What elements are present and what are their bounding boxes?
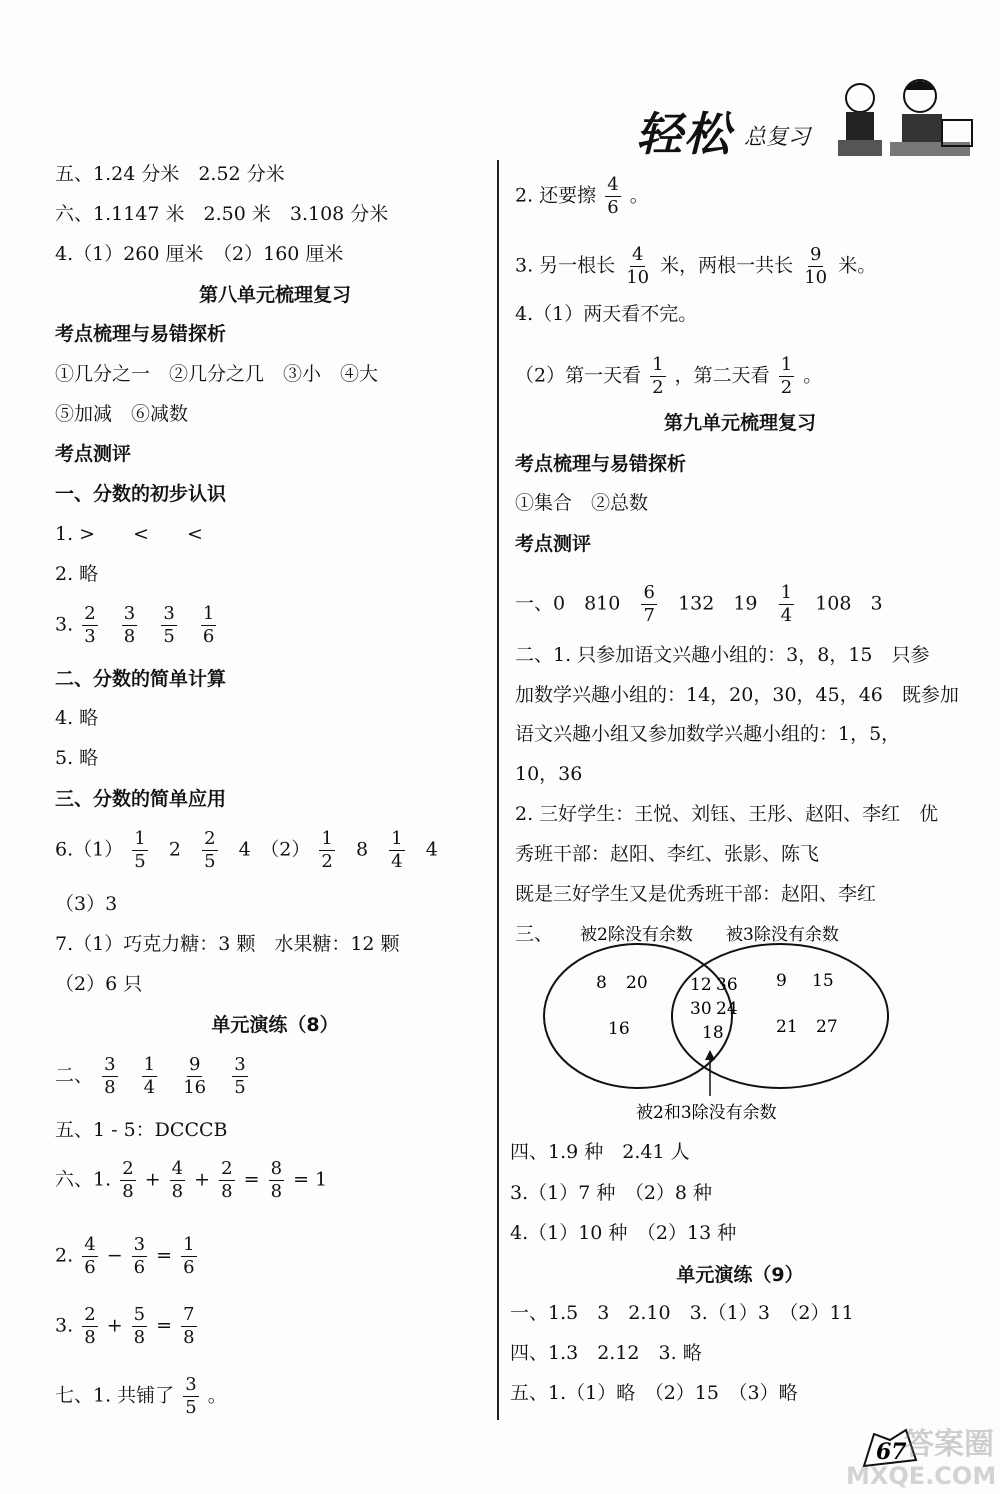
answer-line: 10，36 (515, 763, 583, 785)
answer-line: 4.（1）260 厘米 （2）160 厘米 (55, 243, 344, 265)
answer-line: ①几分之一 ②几分之几 ③小 ④大 (55, 363, 379, 385)
answer-line-equation: 六、1. $\frac{2}{8}$ + $\frac{4}{8}$ + $\frac{2}{8}$ = $\frac{8}{8}$ = 1 (55, 1158, 328, 1202)
answer-line: 二、1. 只参加语文兴趣小组的：3，8，15 只参 (515, 644, 930, 666)
answer-line: 4. 略 (55, 707, 99, 729)
subsection-heading: 考点测评 (515, 533, 592, 555)
fraction: $\frac{7}{8}$ (183, 1304, 195, 1348)
fraction: $\frac{4}{10}$ (626, 244, 650, 288)
logo-main-text: 轻松 (636, 107, 732, 161)
fraction: $\frac{1}{4}$ (143, 1054, 156, 1098)
answer-line: 2. 略 (55, 563, 99, 585)
subsection-heading: 考点测评 (55, 443, 132, 465)
fraction: $\frac{2}{8}$ (122, 1158, 134, 1202)
answer-line-fractions: 一、0 810 $\frac{6}{7}$ 132 19 $\frac{1}{4}$ 108 3 (515, 582, 883, 626)
venn-number: 8 (596, 973, 607, 993)
venn-arrow-head (705, 1050, 715, 1060)
answer-line: 3.（1）7 种 （2）8 种 (510, 1182, 713, 1204)
fraction: $\frac{9}{10}$ (804, 244, 828, 288)
fraction: $\frac{2}{5}$ (204, 828, 216, 872)
answer-line: 7.（1）巧克力糖：3 颗 水果糖：12 颗 (55, 933, 400, 955)
venn-number: 12 (690, 975, 712, 995)
answer-line: 五、1.24 分米 2.52 分米 (55, 163, 285, 185)
answer-line: 5. 略 (55, 747, 99, 769)
answer-line: ⑤加减 ⑥减数 (55, 403, 189, 425)
section-title-exercise9: 单元演练（9） (676, 1264, 804, 1286)
answer-line: 四、1.9 种 2.41 人 (510, 1141, 690, 1163)
watermark-url: MXQE.COM (846, 1462, 997, 1490)
venn-number: 21 (776, 1017, 798, 1037)
venn-number: 24 (716, 999, 738, 1019)
fraction: $\frac{3}{8}$ (104, 1054, 116, 1098)
answer-line: 四、1.3 2.12 3. 略 (510, 1342, 702, 1364)
fraction: $\frac{3}{5}$ (163, 603, 175, 647)
answer-line: 4.（1）10 种 （2）13 种 (510, 1222, 737, 1244)
fraction: $\frac{2}{8}$ (221, 1158, 233, 1202)
fraction: $\frac{9}{16}$ (183, 1054, 207, 1098)
answer-line: 既是三好学生又是优秀班干部：赵阳、李红 (515, 883, 877, 905)
answer-line: 六、1.1147 米 2.50 米 3.108 分米 (55, 203, 389, 225)
fraction: $\frac{3}{8}$ (123, 603, 136, 647)
item-number: 3. (55, 613, 74, 636)
fraction: $\frac{3}{6}$ (133, 1234, 146, 1278)
answer-line-fractions: 6.（1） $\frac{1}{5}$ 2 $\frac{2}{5}$ 4 （2） $\frac{1}{2}$ 8 $\frac{1}{4}$ 4 (55, 828, 438, 872)
venn-number: 15 (812, 971, 834, 991)
column-divider (497, 160, 499, 1420)
fraction: $\frac{4}{6}$ (84, 1234, 96, 1278)
fraction: $\frac{5}{8}$ (133, 1304, 146, 1348)
answer-line-fractions: 二、 $\frac{3}{8}$ $\frac{1}{4}$ $\frac{9}{16}$ $\frac{3}{5}$ (55, 1054, 246, 1098)
section-title-exercise8: 单元演练（8） (211, 1014, 339, 1036)
answer-line: ①集合 ②总数 (515, 492, 649, 514)
venn-label-bottom: 被2和3除没有余数 (636, 1103, 777, 1123)
fraction: $\frac{6}{7}$ (643, 582, 655, 626)
answer-line-fractions: 2. 还要擦 $\frac{4}{6}$ 。 (515, 174, 649, 218)
venn-diagram (530, 918, 970, 1130)
fraction: $\frac{1}{2}$ (652, 354, 664, 398)
answer-line-fractions: 3. 另一根长 $\frac{4}{10}$ 米，两根一共长 $\frac{9}{10}$ 米。 (515, 244, 877, 288)
fraction: $\frac{4}{8}$ (171, 1158, 184, 1202)
fraction: $\frac{3}{5}$ (185, 1374, 197, 1418)
answer-line: 2. 三好学生：王悦、刘钰、王彤、赵阳、李红 优 (515, 803, 939, 825)
fraction: $\frac{8}{8}$ (270, 1158, 283, 1202)
venn-number: 30 (690, 999, 712, 1019)
watermark (840, 1420, 1000, 1490)
subsection-heading: 考点梳理与易错探析 (515, 453, 687, 475)
answer-line-fractions: （2）第一天看 $\frac{1}{2}$ ，第二天看 $\frac{1}{2}$ 。 (515, 354, 823, 398)
venn-label-left: 被2除没有余数 (580, 925, 693, 945)
venn-number: 20 (626, 973, 648, 993)
answer-line: 秀班干部：赵阳、李红、张影、陈飞 (515, 843, 820, 865)
section-title-unit8: 第八单元梳理复习 (198, 284, 351, 306)
answer-line: （2）6 只 (55, 973, 143, 995)
subsection-heading: 二、分数的简单计算 (55, 668, 227, 690)
section-title-unit9: 第九单元梳理复习 (663, 412, 816, 434)
venn-number: 27 (816, 1017, 838, 1037)
answer-line-equation: 2. $\frac{4}{6}$ − $\frac{3}{6}$ = $\frac{1}{6}$ (55, 1234, 195, 1278)
logo-sub-text: 总复习 (744, 125, 811, 150)
venn-number: 9 (776, 971, 787, 991)
fraction: $\frac{1}{6}$ (202, 603, 215, 647)
fraction: $\frac{1}{6}$ (183, 1234, 195, 1278)
fraction: $\frac{1}{5}$ (134, 828, 146, 872)
fraction: $\frac{1}{2}$ (780, 354, 793, 398)
item-number: 三、 (515, 923, 554, 945)
answer-line: 五、1 - 5：DCCCB (55, 1119, 228, 1141)
answer-line-fractions: 七、1. 共铺了 $\frac{3}{5}$ 。 (55, 1374, 227, 1418)
answer-line: 语文兴趣小组又参加数学兴趣小组的：1，5， (515, 723, 901, 745)
answer-line: 1. > < < (55, 523, 203, 545)
fraction: $\frac{1}{2}$ (321, 828, 333, 872)
venn-label-right: 被3除没有余数 (726, 925, 839, 945)
fraction: $\frac{2}{3}$ (84, 603, 96, 647)
answer-line: （3）3 (55, 893, 118, 915)
kids-reading-illustration (830, 70, 980, 160)
answer-line: 4.（1）两天看不完。 (515, 303, 698, 325)
venn-number: 36 (716, 975, 738, 995)
fraction: $\frac{3}{5}$ (234, 1054, 246, 1098)
fraction: $\frac{1}{4}$ (391, 828, 403, 872)
subsection-heading: 考点梳理与易错探析 (55, 323, 227, 345)
fraction: $\frac{1}{4}$ (780, 582, 793, 626)
venn-number: 16 (608, 1019, 630, 1039)
answer-line: 五、1.（1）略 （2）15 （3）略 (510, 1382, 798, 1404)
watermark-main: 答案圈 (904, 1427, 994, 1462)
answer-line-fractions (55, 605, 219, 646)
subsection-heading: 三、分数的简单应用 (55, 788, 227, 810)
page-number: 67 (876, 1439, 907, 1465)
answer-line: 加数学兴趣小组的：14，20，30，45，46 既参加 (515, 684, 959, 706)
answer-line-equation: 3. $\frac{2}{8}$ + $\frac{5}{8}$ = $\frac{7}{8}$ (55, 1304, 195, 1348)
fraction: $\frac{2}{8}$ (84, 1304, 96, 1348)
answer-line: 一、1.5 3 2.10 3.（1）3 （2）11 (510, 1302, 854, 1324)
venn-number: 18 (702, 1023, 724, 1043)
fraction: $\frac{4}{6}$ (607, 174, 619, 218)
subsection-heading: 一、分数的初步认识 (55, 483, 227, 505)
